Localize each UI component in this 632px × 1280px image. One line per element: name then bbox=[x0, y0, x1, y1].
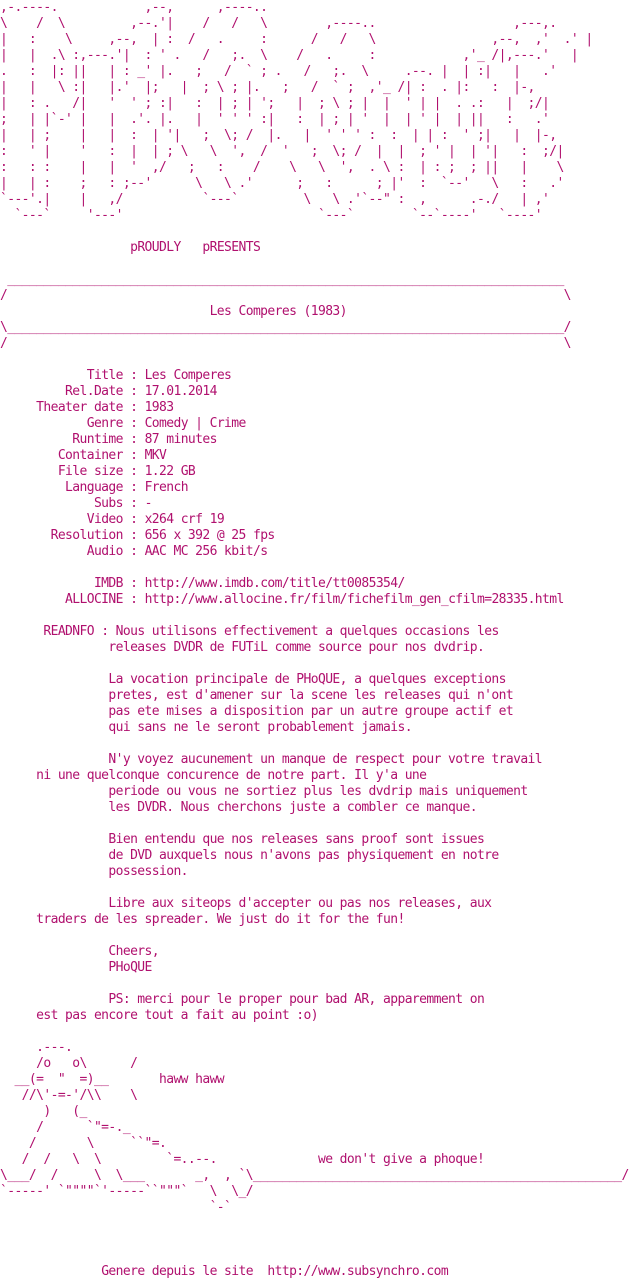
info-key: Resolution bbox=[50, 528, 123, 543]
info-value: 1.22 GB bbox=[144, 464, 196, 479]
readnfo-label: READNFO bbox=[43, 624, 94, 639]
group-logo-ascii: ,-.----. ,--, ,----.. \ / \ ,--.'| / / \ ,----.. ,---,. | : \ ,--, | : / . : / / \ ,--, ,' .' | | | .\ :,---.'| : ' . / ;. \ / . : ,'_ /|,---.' | . : |: || | : _' |. ; / ` ; . / ;. \ .--. | | :| | .' | | \ :| |.' |; | ; \ ; |. ; / ` ; ,'_ /| : . |: : |-, | : . /| ' ' ; :| : | ; | '; | ; \ ; | | ' | | . .: | ;/| ; | |`-' | | .'. |. | ' ' ' :| : | ; | ' | | ' | | || : .' | | ; | | : | '| ; \; / |. | ' ' ' : : | | : ' ;| | |-, : ' | ' : | | ; \ \ ', / ' ; \; / | | ; ' | | '| : ;/| : : : | | ' ,/ ; : / \ \ ', . \ : | : ; ; || | \ | | : ; : ;--' \ \ .' ; : ; |' : `--' \ : .' `---'.| | ,/ `---` \ \ .'`--" : , .-./ | ,' `---` '---' `---` `--`----' `----' bbox=[0, 0, 593, 223]
info-value: French bbox=[144, 480, 188, 495]
info-key: Title bbox=[86, 368, 123, 383]
info-key: File size bbox=[57, 464, 123, 479]
info-key: Rel.Date bbox=[65, 384, 123, 399]
info-value: 1983 bbox=[144, 400, 174, 415]
release-info-block: Title : Les Comperes Rel.Date : 17.01.2014 Theater date : 1983 Genre : Comedy | Crime Runtime : 87 minutes Container : MKV File size : 1.22 GB Language : French Subs : - Video : x264 crf 19 Resolution : 656 x 392 @ 25 fps Audio : AAC MC 256 kbit/s bbox=[36, 368, 275, 559]
link-key: IMDB bbox=[93, 576, 123, 591]
info-value: AAC MC 256 kbit/s bbox=[144, 544, 268, 559]
info-value: - bbox=[144, 496, 152, 511]
seal-ascii-art: .---. /o o\ / __(= " =)__ haww haww //\'-=-'/\\ \ ) (_ / `"=-._ / \ ``"=. / / \ \ `=..--. we don't give a phoque! \___/ / \ \___ _, , `\___________________________________________________/ `-----' `""""`'-----``"""` \ \_/ `-` bbox=[0, 1040, 629, 1215]
presents-text: pROUDLY pRESENTS bbox=[130, 240, 261, 255]
info-key: Container bbox=[57, 448, 123, 463]
info-value: 656 x 392 @ 25 fps bbox=[144, 528, 275, 543]
info-value: 87 minutes bbox=[144, 432, 217, 447]
release-name: Les Comperes (1983) bbox=[209, 304, 347, 319]
readnfo-text: Nous utilisons effectivement a quelques occasions les releases DVDR de FUTiL comme source pour nos dvdrip. La vocation principale de PHoQUE, a quelques exceptions pretes, est d'amener sur la scene les releases qui n'ont pas ete mises a disposition par un autre groupe actif et qui sans ne le seront probablement jamais. N'y voyez aucunement un manque de respect pour votre travail ni une quelconque concurence de notre part. Il y'a une periode ou vous ne sortiez plus les dvdrip mais uniquement les DVDR. Nous cherchons juste a combler ce manque. Bien entendu que nos releases sans proof sont issues de DVD auxquels nous n'avons pas physiquement en notre possession. Libre aux siteops d'accepter ou pas nos releases, aux traders de les spreader. We just do it for the fun! Cheers, PHoQUE PS: merci pour le proper pour bad AR, apparemment on est pas encore tout a fait au point :o) bbox=[36, 624, 543, 1023]
link-value: http://www.allocine.fr/film/fichefilm_gen_cfilm=28335.html bbox=[144, 592, 564, 607]
info-value: 17.01.2014 bbox=[144, 384, 217, 399]
release-links-block: IMDB : http://www.imdb.com/title/tt0085354/ ALLOCINE : http://www.allocine.fr/film/fichefilm_gen_cfilm=28335.html bbox=[65, 576, 564, 607]
info-value: MKV bbox=[144, 448, 167, 463]
info-key: Language bbox=[65, 480, 123, 495]
link-value: http://www.imdb.com/title/tt0085354/ bbox=[144, 576, 405, 591]
info-key: Subs bbox=[93, 496, 123, 511]
info-value: x264 crf 19 bbox=[144, 512, 225, 527]
info-key: Audio bbox=[86, 544, 123, 559]
info-key: Genre bbox=[86, 416, 123, 431]
link-key: ALLOCINE bbox=[65, 592, 123, 607]
info-key: Runtime bbox=[72, 432, 123, 447]
info-key: Video bbox=[86, 512, 123, 527]
info-key: Theater date bbox=[36, 400, 123, 415]
info-value: Les Comperes bbox=[144, 368, 232, 383]
info-value: Comedy | Crime bbox=[144, 416, 246, 431]
nfo-document: ,-.----. ,--, ,----.. \ / \ ,--.'| / / \ ,----.. ,---,. | : \ ,--, | : / . : / / \ ,--, ,' .' | | | .\ :,---.'| : ' . / ;. \ / . : ,'_ /|,---.' | . : |: || | : _' |. ; / ` ; . / ;. \ .--. | | :| | .' | | \ :| |.' |; | ; \ ; |. ; / ` ; ,'_ /| : . |: : |-, | : . /| ' ' ; :| : | ; | '; | ; \ ; | | ' | | . .: | ;/| ; | |`-' | | .'. |. | ' ' ' :| : | ; | ' | | ' | | || : .' | | ; | | : | '| ; \; / |. | ' ' ' : : | | : ' ;| | |-, : ' | ' : | | ; \ \ ', / ' ; \; / | | ; ' | | '| : ;/| : : : | | ' ,/ ; : / \ \ ', . \ : | : ; ; || | \ | | : ; : ;--' \ \ .' ; : ; |' : `--' \ : .' `---'.| | ,/ `---` \ \ .'`--" : , .-./ | ,' `---` '---' `---` `--`----' `----' pROUDLY pRESENTS _____________________________________________________________________________ / \ Les Comperes (1983) \_____________________________________________________________________________/ / \ Title : Les Comperes Rel.Date : 17.01.2014 Theater date : 1983 Genre : Comedy | Crime Runtime : 87 minutes Container : MKV File size : 1.22 GB Language : French Subs : - Video : x264 crf 19 Resolution : 656 x 392 @ 25 fps Audio : AAC MC 256 kbit/s IMDB : http://www.imdb.com/title/tt0085354/ ALLOCINE : http://www.allocine.fr/film/fichefilm_gen_cfilm=28335.html READNFO : Nous utilisons effectivement a quelques occasions les releases DVDR de FUTiL comme source pour nos dvdrip. La vocation principale de PHoQUE, a quelques exceptions pretes, est d'amener sur la scene les releases qui n'ont pas ete mises a disposition par un autre groupe actif et qui sans ne le seront probablement jamais. N'y voyez aucunement un manque de respect pour votre travail ni une quelconque concurence de notre part. Il y'a une periode ou vous ne sortiez plus les dvdrip mais uniquement les DVDR. Nous cherchons juste a combler ce manque. Bien entendu que nos releases sans proof sont issues de DVD auxquels nous n'avons pas physiquement en notre possession. Libre aux siteops d'accepter ou pas nos releases, aux traders de les spreader. We just do it for the fun! Cheers, PHoQUE PS: merci pour le proper pour bad AR, apparemment on est pas encore tout a fait au point :o) .---. /o o\ / __(= " =)__ haww haww //\'-=-'/\\ \ ) (_ / `"=-._ / \ ``"=. / / \ \ `=..--. we don't give a phoque! \___/ / \ \___ _, , `\___________________________________________________/ `-----' `""""`'-----``"""` \ \_/ `-` Genere depuis le site http://www.subsynchro.com bbox=[0, 0, 629, 1279]
footer-text: Genere depuis le site http://www.subsynchro.com bbox=[101, 1264, 449, 1279]
